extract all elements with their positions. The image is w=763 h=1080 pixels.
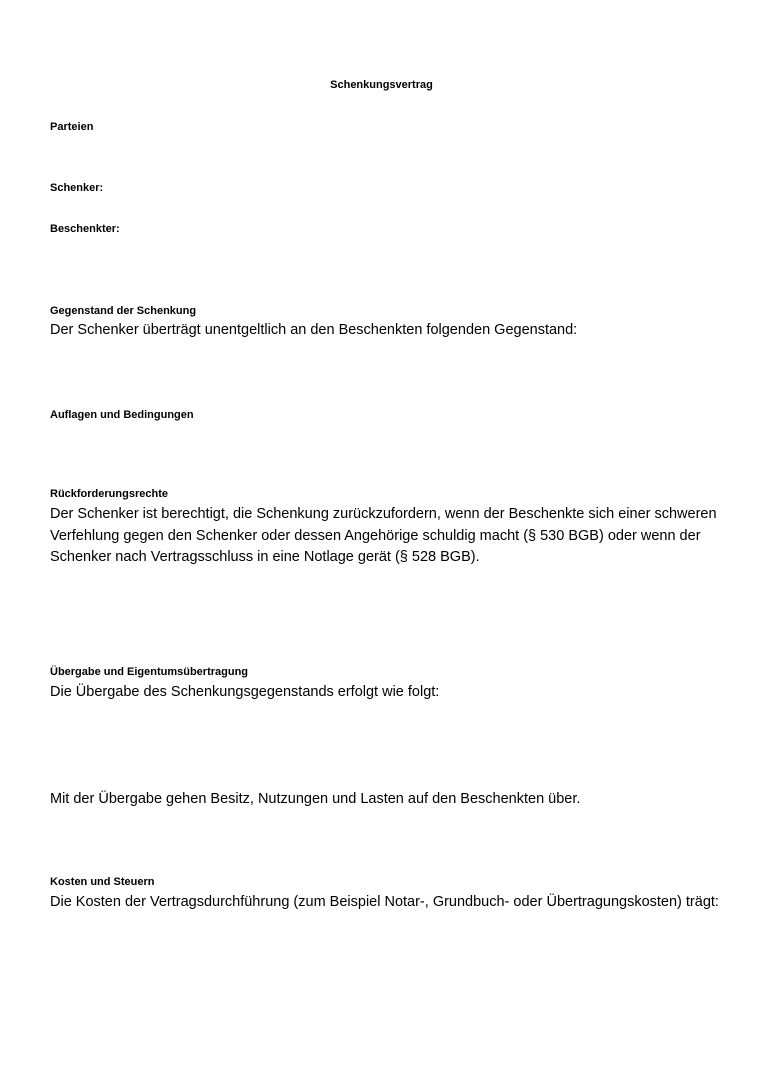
section-heading-conditions: Auflagen und Bedingungen bbox=[50, 409, 194, 421]
reclaim-text: Der Schenker ist berechtigt, die Schenkung zurückzufordern, wenn der Beschenkte sich einer schweren Verfehlung gegen den Schenker oder dessen Angehörige schuldig macht (§ 530 BGB) oder wenn der Schenker nach Vertragsschluss in eine Notlage gerät (§ 528 BGB). bbox=[50, 506, 717, 565]
recipient-label: Beschenkter: bbox=[50, 223, 120, 235]
section-heading-parties: Parteien bbox=[50, 121, 94, 133]
handover-text: Die Übergabe des Schenkungsgegenstands erfolgt wie folgt: bbox=[50, 684, 440, 700]
section-heading-subject: Gegenstand der Schenkung bbox=[50, 305, 197, 317]
section-heading-costs: Kosten und Steuern bbox=[50, 876, 155, 888]
section-heading-handover: Übergabe und Eigentumsübertragung bbox=[50, 666, 249, 678]
section-heading-reclaim: Rückforderungsrechte bbox=[50, 488, 168, 500]
donor-label: Schenker: bbox=[50, 182, 104, 194]
document-title: Schenkungsvertrag bbox=[330, 79, 433, 91]
subject-text: Der Schenker überträgt unentgeltlich an den Beschenkten folgenden Gegenstand: bbox=[50, 322, 578, 338]
handover-text-2: Mit der Übergabe gehen Besitz, Nutzungen und Lasten auf den Beschenkten über. bbox=[50, 791, 581, 807]
costs-text: Die Kosten der Vertragsdurchführung (zum Beispiel Notar-, Grundbuch- oder Übertragungskosten) trägt: bbox=[50, 894, 719, 910]
